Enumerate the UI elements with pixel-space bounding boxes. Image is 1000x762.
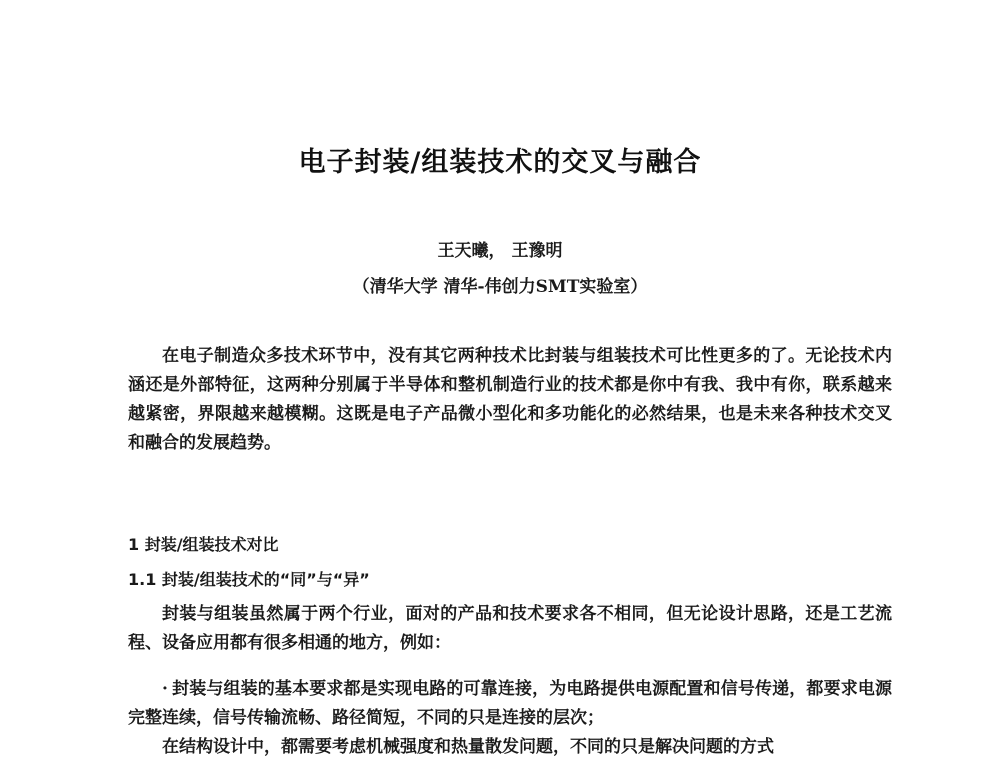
bullet-item-2: 在结构设计中，都需要考虑机械强度和热量散发问题，不同的只是解决问题的方式 <box>162 737 774 757</box>
abstract-paragraph: 在电子制造众多技术环节中，没有其它两种技术比封装与组装技术可比性更多的了。无论技术内涵还是外部特征，这两种分别属于半导体和整机制造行业的技术都是你中有我、我中有你，联系越来越紧密，界限越来越模糊。这既是电子产品微小型化和多功能化的必然结果，也是未来各种技术交叉和融合的发展趋势。 <box>128 346 892 453</box>
affiliation-line: （清华大学 清华-伟创力SMT实验室） <box>352 277 648 297</box>
subsection-heading-1-1: 1.1 封装/组装技术的“同”与“异” <box>128 570 370 589</box>
bullet-marker: · <box>162 679 168 699</box>
bullet-item-1 <box>128 675 892 733</box>
section-intro-paragraph: 封装与组装虽然属于两个行业，面对的产品和技术要求各不相同，但无论设计思路，还是工艺流程、设备应用都有很多相通的地方，例如： <box>128 604 892 653</box>
bullet-item-1-text: 封装与组装的基本要求都是实现电路的可靠连接，为电路提供电源配置和信号传递，都要求电源完整连续，信号传输流畅、路径简短，不同的只是连接的层次； <box>128 679 892 728</box>
section-heading-1: 1 封装/组装技术对比 <box>128 535 279 554</box>
paper-title: 电子封装/组装技术的交叉与融合 <box>298 147 702 178</box>
author-line: 王天曦， 王豫明 <box>437 241 563 261</box>
